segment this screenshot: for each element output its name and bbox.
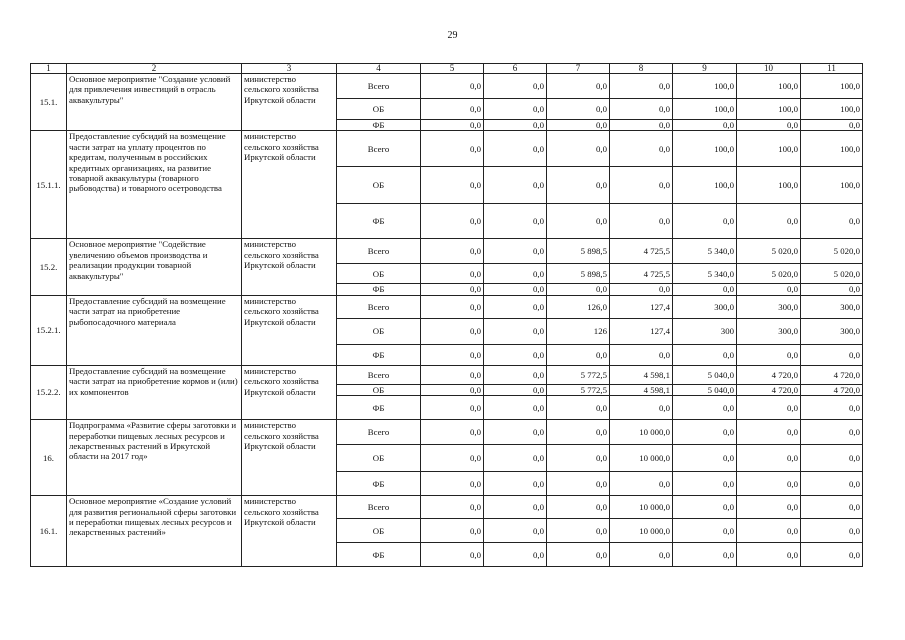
amount-cell: 0,0 <box>484 239 547 264</box>
amount-cell: 0,0 <box>547 74 610 99</box>
item-description: Предоставление субсидий на возмещение части затрат на уплату процентов по кредитам, полученным в российских кредитных организациях, на развитие товарной аквакультуры (товарного рыбоводства) и товарного осетроводства <box>67 131 242 239</box>
amount-cell: 4 598,1 <box>610 384 673 395</box>
amount-cell: 0,0 <box>610 344 673 365</box>
item-number: 15.1. <box>31 74 67 131</box>
amount-cell: 0,0 <box>484 472 547 496</box>
amount-cell: 0,0 <box>547 396 610 420</box>
amount-cell: 5 898,5 <box>547 239 610 264</box>
funding-source: ОБ <box>337 264 421 284</box>
amount-cell: 0,0 <box>801 472 863 496</box>
amount-cell: 0,0 <box>801 284 863 295</box>
amount-cell: 0,0 <box>673 420 737 445</box>
budget-table <box>30 63 863 567</box>
amount-cell: 0,0 <box>484 131 547 167</box>
amount-cell: 0,0 <box>547 120 610 131</box>
amount-cell: 0,0 <box>801 420 863 445</box>
amount-cell: 300,0 <box>737 318 801 344</box>
table-row <box>31 74 863 99</box>
funding-source: ФБ <box>337 344 421 365</box>
column-header: 7 <box>547 64 610 74</box>
amount-cell: 0,0 <box>484 74 547 99</box>
amount-cell: 0,0 <box>421 295 484 318</box>
amount-cell: 0,0 <box>610 472 673 496</box>
funding-source: ФБ <box>337 204 421 239</box>
amount-cell: 0,0 <box>673 519 737 543</box>
amount-cell: 0,0 <box>610 99 673 120</box>
amount-cell: 0,0 <box>421 445 484 472</box>
amount-cell: 0,0 <box>484 445 547 472</box>
amount-cell: 100,0 <box>801 74 863 99</box>
amount-cell: 0,0 <box>610 120 673 131</box>
amount-cell: 100,0 <box>801 99 863 120</box>
amount-cell: 0,0 <box>421 420 484 445</box>
column-header: 11 <box>801 64 863 74</box>
amount-cell: 5 020,0 <box>801 264 863 284</box>
column-header: 5 <box>421 64 484 74</box>
amount-cell: 0,0 <box>484 99 547 120</box>
table-body <box>31 64 863 567</box>
funding-source: ОБ <box>337 318 421 344</box>
amount-cell: 5 040,0 <box>673 365 737 384</box>
amount-cell: 0,0 <box>421 120 484 131</box>
amount-cell: 100,0 <box>673 74 737 99</box>
funding-source: ОБ <box>337 519 421 543</box>
column-header: 1 <box>31 64 67 74</box>
amount-cell: 0,0 <box>484 318 547 344</box>
funding-source: ФБ <box>337 284 421 295</box>
amount-cell: 100,0 <box>737 131 801 167</box>
amount-cell: 10 000,0 <box>610 445 673 472</box>
amount-cell: 0,0 <box>484 167 547 204</box>
funding-source: Всего <box>337 365 421 384</box>
amount-cell: 0,0 <box>421 318 484 344</box>
amount-cell: 0,0 <box>801 519 863 543</box>
column-header: 4 <box>337 64 421 74</box>
amount-cell: 0,0 <box>737 396 801 420</box>
amount-cell: 0,0 <box>421 472 484 496</box>
amount-cell: 5 898,5 <box>547 264 610 284</box>
amount-cell: 0,0 <box>610 131 673 167</box>
amount-cell: 0,0 <box>484 365 547 384</box>
amount-cell: 0,0 <box>737 472 801 496</box>
amount-cell: 0,0 <box>673 472 737 496</box>
funding-source: ФБ <box>337 396 421 420</box>
amount-cell: 5 340,0 <box>673 264 737 284</box>
item-executor: министерство сельского хозяйства Иркутской области <box>242 420 337 496</box>
amount-cell: 0,0 <box>484 344 547 365</box>
amount-cell: 0,0 <box>801 120 863 131</box>
amount-cell: 10 000,0 <box>610 519 673 543</box>
table-row <box>31 131 863 167</box>
amount-cell: 0,0 <box>737 284 801 295</box>
amount-cell: 100,0 <box>801 131 863 167</box>
amount-cell: 0,0 <box>610 543 673 567</box>
amount-cell: 0,0 <box>737 420 801 445</box>
table-row <box>31 420 863 445</box>
item-number: 15.2.2. <box>31 365 67 419</box>
funding-source: ОБ <box>337 167 421 204</box>
amount-cell: 300,0 <box>737 295 801 318</box>
page-number: 29 <box>447 30 458 41</box>
amount-cell: 0,0 <box>737 120 801 131</box>
amount-cell: 0,0 <box>673 445 737 472</box>
amount-cell: 0,0 <box>610 167 673 204</box>
amount-cell: 0,0 <box>610 74 673 99</box>
amount-cell: 0,0 <box>547 519 610 543</box>
amount-cell: 0,0 <box>547 445 610 472</box>
item-executor: министерство сельского хозяйства Иркутской области <box>242 496 337 567</box>
amount-cell: 5 772,5 <box>547 384 610 395</box>
amount-cell: 10 000,0 <box>610 496 673 519</box>
amount-cell: 0,0 <box>673 344 737 365</box>
amount-cell: 0,0 <box>484 543 547 567</box>
item-executor: министерство сельского хозяйства Иркутской области <box>242 295 337 365</box>
funding-source: Всего <box>337 239 421 264</box>
funding-source: ОБ <box>337 99 421 120</box>
amount-cell: 100,0 <box>737 167 801 204</box>
amount-cell: 5 020,0 <box>801 239 863 264</box>
amount-cell: 4 598,1 <box>610 365 673 384</box>
table-row <box>31 239 863 264</box>
item-number: 16. <box>31 420 67 496</box>
amount-cell: 10 000,0 <box>610 420 673 445</box>
amount-cell: 0,0 <box>421 365 484 384</box>
amount-cell: 0,0 <box>673 284 737 295</box>
funding-source: ФБ <box>337 543 421 567</box>
amount-cell: 0,0 <box>421 543 484 567</box>
amount-cell: 100,0 <box>801 167 863 204</box>
item-description: Предоставление субсидий на возмещение части затрат на приобретение кормов и (или) их компонентов <box>67 365 242 419</box>
table-row <box>31 365 863 384</box>
amount-cell: 0,0 <box>421 344 484 365</box>
amount-cell: 0,0 <box>610 204 673 239</box>
funding-source: ОБ <box>337 445 421 472</box>
amount-cell: 0,0 <box>547 543 610 567</box>
amount-cell: 0,0 <box>547 284 610 295</box>
amount-cell: 0,0 <box>610 396 673 420</box>
item-description: Основное мероприятие "Содействие увеличению объемов производства и реализации продукции товарной аквакультуры" <box>67 239 242 295</box>
amount-cell: 4 720,0 <box>801 365 863 384</box>
amount-cell: 300,0 <box>801 318 863 344</box>
amount-cell: 0,0 <box>801 496 863 519</box>
funding-source: Всего <box>337 496 421 519</box>
amount-cell: 0,0 <box>737 496 801 519</box>
amount-cell: 126 <box>547 318 610 344</box>
table-row <box>31 496 863 519</box>
amount-cell: 0,0 <box>421 131 484 167</box>
column-header: 9 <box>673 64 737 74</box>
amount-cell: 0,0 <box>610 284 673 295</box>
amount-cell: 0,0 <box>421 167 484 204</box>
amount-cell: 100,0 <box>737 74 801 99</box>
item-description: Основное мероприятие «Создание условий для развития региональной сферы заготовки и переработки пищевых лесных ресурсов и лекарственных растений» <box>67 496 242 567</box>
funding-source: Всего <box>337 295 421 318</box>
amount-cell: 126,0 <box>547 295 610 318</box>
amount-cell: 0,0 <box>484 496 547 519</box>
amount-cell: 300 <box>673 318 737 344</box>
amount-cell: 0,0 <box>801 204 863 239</box>
amount-cell: 0,0 <box>484 284 547 295</box>
amount-cell: 100,0 <box>673 167 737 204</box>
amount-cell: 0,0 <box>421 384 484 395</box>
amount-cell: 300,0 <box>801 295 863 318</box>
amount-cell: 0,0 <box>484 420 547 445</box>
amount-cell: 4 725,5 <box>610 264 673 284</box>
header-row <box>31 64 863 74</box>
funding-source: ФБ <box>337 120 421 131</box>
amount-cell: 0,0 <box>547 131 610 167</box>
column-header: 10 <box>737 64 801 74</box>
item-executor: министерство сельского хозяйства Иркутской области <box>242 365 337 419</box>
column-header: 2 <box>67 64 242 74</box>
item-number: 15.1.1. <box>31 131 67 239</box>
amount-cell: 4 720,0 <box>737 365 801 384</box>
amount-cell: 100,0 <box>673 131 737 167</box>
amount-cell: 0,0 <box>737 543 801 567</box>
amount-cell: 0,0 <box>801 344 863 365</box>
amount-cell: 0,0 <box>484 264 547 284</box>
funding-source: Всего <box>337 74 421 99</box>
amount-cell: 127,4 <box>610 318 673 344</box>
item-description: Предоставление субсидий на возмещение части затрат на приобретение рыбопосадочного материала <box>67 295 242 365</box>
item-number: 16.1. <box>31 496 67 567</box>
table-row <box>31 295 863 318</box>
amount-cell: 0,0 <box>421 99 484 120</box>
amount-cell: 0,0 <box>737 445 801 472</box>
amount-cell: 0,0 <box>801 445 863 472</box>
funding-source: Всего <box>337 420 421 445</box>
item-executor: министерство сельского хозяйства Иркутской области <box>242 239 337 295</box>
amount-cell: 0,0 <box>484 204 547 239</box>
item-executor: министерство сельского хозяйства Иркутской области <box>242 74 337 131</box>
amount-cell: 127,4 <box>610 295 673 318</box>
amount-cell: 5 020,0 <box>737 239 801 264</box>
column-header: 6 <box>484 64 547 74</box>
amount-cell: 0,0 <box>801 396 863 420</box>
amount-cell: 100,0 <box>673 99 737 120</box>
item-number: 15.2.1. <box>31 295 67 365</box>
item-description: Подпрограмма «Развитие сферы заготовки и переработки пищевых лесных ресурсов и лекарственных растений в Иркутской области на 2017 год» <box>67 420 242 496</box>
amount-cell: 0,0 <box>547 472 610 496</box>
amount-cell: 0,0 <box>547 496 610 519</box>
amount-cell: 0,0 <box>421 204 484 239</box>
amount-cell: 0,0 <box>673 543 737 567</box>
amount-cell: 0,0 <box>673 120 737 131</box>
amount-cell: 5 020,0 <box>737 264 801 284</box>
amount-cell: 0,0 <box>484 120 547 131</box>
amount-cell: 0,0 <box>547 99 610 120</box>
amount-cell: 0,0 <box>737 519 801 543</box>
amount-cell: 5 040,0 <box>673 384 737 395</box>
amount-cell: 300,0 <box>673 295 737 318</box>
amount-cell: 0,0 <box>673 496 737 519</box>
amount-cell: 0,0 <box>484 295 547 318</box>
amount-cell: 4 720,0 <box>737 384 801 395</box>
amount-cell: 5 772,5 <box>547 365 610 384</box>
amount-cell: 0,0 <box>484 396 547 420</box>
amount-cell: 0,0 <box>421 519 484 543</box>
amount-cell: 0,0 <box>547 204 610 239</box>
amount-cell: 0,0 <box>547 420 610 445</box>
amount-cell: 4 725,5 <box>610 239 673 264</box>
amount-cell: 0,0 <box>547 167 610 204</box>
amount-cell: 4 720,0 <box>801 384 863 395</box>
amount-cell: 0,0 <box>484 384 547 395</box>
amount-cell: 0,0 <box>421 264 484 284</box>
column-header: 3 <box>242 64 337 74</box>
amount-cell: 0,0 <box>421 396 484 420</box>
amount-cell: 0,0 <box>673 396 737 420</box>
amount-cell: 0,0 <box>484 519 547 543</box>
amount-cell: 0,0 <box>737 344 801 365</box>
column-header: 8 <box>610 64 673 74</box>
funding-source: ФБ <box>337 472 421 496</box>
amount-cell: 0,0 <box>421 284 484 295</box>
item-executor: министерство сельского хозяйства Иркутской области <box>242 131 337 239</box>
amount-cell: 5 340,0 <box>673 239 737 264</box>
amount-cell: 0,0 <box>801 543 863 567</box>
funding-source: ОБ <box>337 384 421 395</box>
amount-cell: 0,0 <box>421 74 484 99</box>
amount-cell: 100,0 <box>737 99 801 120</box>
funding-source: Всего <box>337 131 421 167</box>
item-description: Основное мероприятие "Создание условий для привлечения инвестиций в отрасль аквакультуры" <box>67 74 242 131</box>
amount-cell: 0,0 <box>547 344 610 365</box>
amount-cell: 0,0 <box>421 496 484 519</box>
amount-cell: 0,0 <box>673 204 737 239</box>
amount-cell: 0,0 <box>421 239 484 264</box>
amount-cell: 0,0 <box>737 204 801 239</box>
item-number: 15.2. <box>31 239 67 295</box>
